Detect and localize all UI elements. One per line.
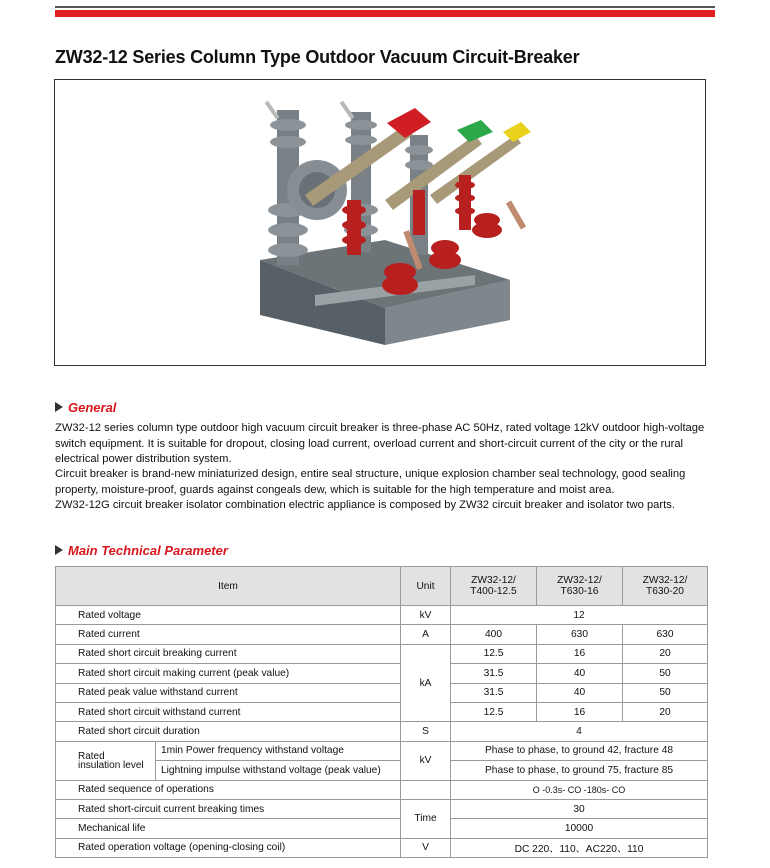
table-row xyxy=(56,683,708,702)
table-row xyxy=(56,644,708,663)
row-value: 50 xyxy=(623,683,708,702)
row-unit: V xyxy=(401,838,451,857)
table-row xyxy=(56,722,708,741)
row-value: 12.5 xyxy=(451,702,537,721)
row-label: Rated current xyxy=(56,625,401,644)
row-label: Rated voltage xyxy=(56,606,401,625)
table-row xyxy=(56,664,708,683)
row-unit: kV xyxy=(401,741,451,780)
header-rule-red xyxy=(55,10,715,17)
general-heading: General xyxy=(68,399,117,415)
row-sublabel: 1min Power frequency withstand voltage xyxy=(156,741,401,760)
row-value: 50 xyxy=(623,664,708,683)
row-value: Phase to phase, to ground 75, fracture 85 xyxy=(451,761,708,780)
table-row xyxy=(56,741,708,760)
row-value: 630 xyxy=(537,625,623,644)
params-heading: Main Technical Parameter xyxy=(68,542,228,558)
row-value: DC 220、110、AC220、110 xyxy=(451,838,708,857)
col-header-item: Item xyxy=(56,567,401,606)
general-paragraph-1: ZW32-12 series column type outdoor high vacuum circuit breaker is three-phase AC 50Hz, rated voltage 12kV outdoor high-voltage switch equipment. It is suitable for dropout, closing load current, overload current and short-circuit current of the city or the rural electrical power distribution system. xyxy=(55,422,705,466)
row-unit-ka: kA xyxy=(401,644,451,722)
row-label: Rated short circuit making current (peak value) xyxy=(56,664,401,683)
row-value: Phase to phase, to ground 42, fracture 48 xyxy=(451,741,708,760)
table-row xyxy=(56,799,708,818)
col-header-model-2: ZW32-12/ T630-16 xyxy=(537,567,623,606)
row-value: 12.5 xyxy=(451,644,537,663)
row-value: 4 xyxy=(451,722,708,741)
row-label: Rated short circuit duration xyxy=(56,722,401,741)
row-value: 12 xyxy=(451,606,708,625)
row-unit: S xyxy=(401,722,451,741)
row-value: 400 xyxy=(451,625,537,644)
table-row xyxy=(56,702,708,721)
row-unit xyxy=(401,780,451,799)
row-value: 16 xyxy=(537,702,623,721)
table-header-row xyxy=(56,567,708,606)
header-rule-thin xyxy=(55,6,715,8)
row-label: Rated short circuit breaking current xyxy=(56,644,401,663)
product-image-frame xyxy=(54,79,706,366)
col-header-model-1: ZW32-12/ T400-12.5 xyxy=(451,567,537,606)
row-label: Rated short circuit withstand current xyxy=(56,702,401,721)
table-row xyxy=(56,780,708,799)
row-label: Rated peak value withstand current xyxy=(56,683,401,702)
row-unit: kV xyxy=(401,606,451,625)
table-row xyxy=(56,819,708,838)
row-value: O -0.3s- CO -180s- CO xyxy=(451,780,708,799)
row-label: Rated sequence of operations xyxy=(56,780,401,799)
row-value: 31.5 xyxy=(451,683,537,702)
table-row xyxy=(56,838,708,857)
triangle-bullet-icon xyxy=(55,402,63,412)
col-header-model-3: ZW32-12/ T630-20 xyxy=(623,567,708,606)
row-label: Mechanical life xyxy=(56,819,401,838)
section-header-general xyxy=(55,399,116,415)
col-header-unit: Unit xyxy=(401,567,451,606)
row-value: 20 xyxy=(623,644,708,663)
general-paragraph-2: Circuit breaker is brand-new miniaturized design, entire seal structure, unique explosion chamber seal technology, good sealing property, moisture-proof, guards against congeals dew, which is suitable for the high temperature and moist area. xyxy=(55,468,686,496)
row-value: 10000 xyxy=(451,819,708,838)
row-value: 630 xyxy=(623,625,708,644)
table-row xyxy=(56,606,708,625)
row-value: 40 xyxy=(537,683,623,702)
table-row xyxy=(56,625,708,644)
section-header-params xyxy=(55,542,228,558)
row-value: 40 xyxy=(537,664,623,683)
row-value: 20 xyxy=(623,702,708,721)
circuit-breaker-illustration xyxy=(55,80,706,366)
page-title: ZW32-12 Series Column Type Outdoor Vacuum Circuit-Breaker xyxy=(55,47,580,67)
spec-table xyxy=(55,566,708,858)
general-paragraph-3: ZW32-12G circuit breaker isolator combination electric appliance is composed by ZW32 circuit breaker and isolator two parts. xyxy=(55,499,675,511)
row-label: Rated short-circuit current breaking times xyxy=(56,799,401,818)
insulation-label: Rated insulation level xyxy=(56,741,156,780)
triangle-bullet-icon xyxy=(55,545,63,555)
row-unit-time: Time xyxy=(401,799,451,838)
row-value: 16 xyxy=(537,644,623,663)
row-value: 30 xyxy=(451,799,708,818)
row-value: 31.5 xyxy=(451,664,537,683)
row-sublabel: Lightning impulse withstand voltage (peak value) xyxy=(156,761,401,780)
row-label: Rated operation voltage (opening-closing coil) xyxy=(56,838,401,857)
row-unit: A xyxy=(401,625,451,644)
